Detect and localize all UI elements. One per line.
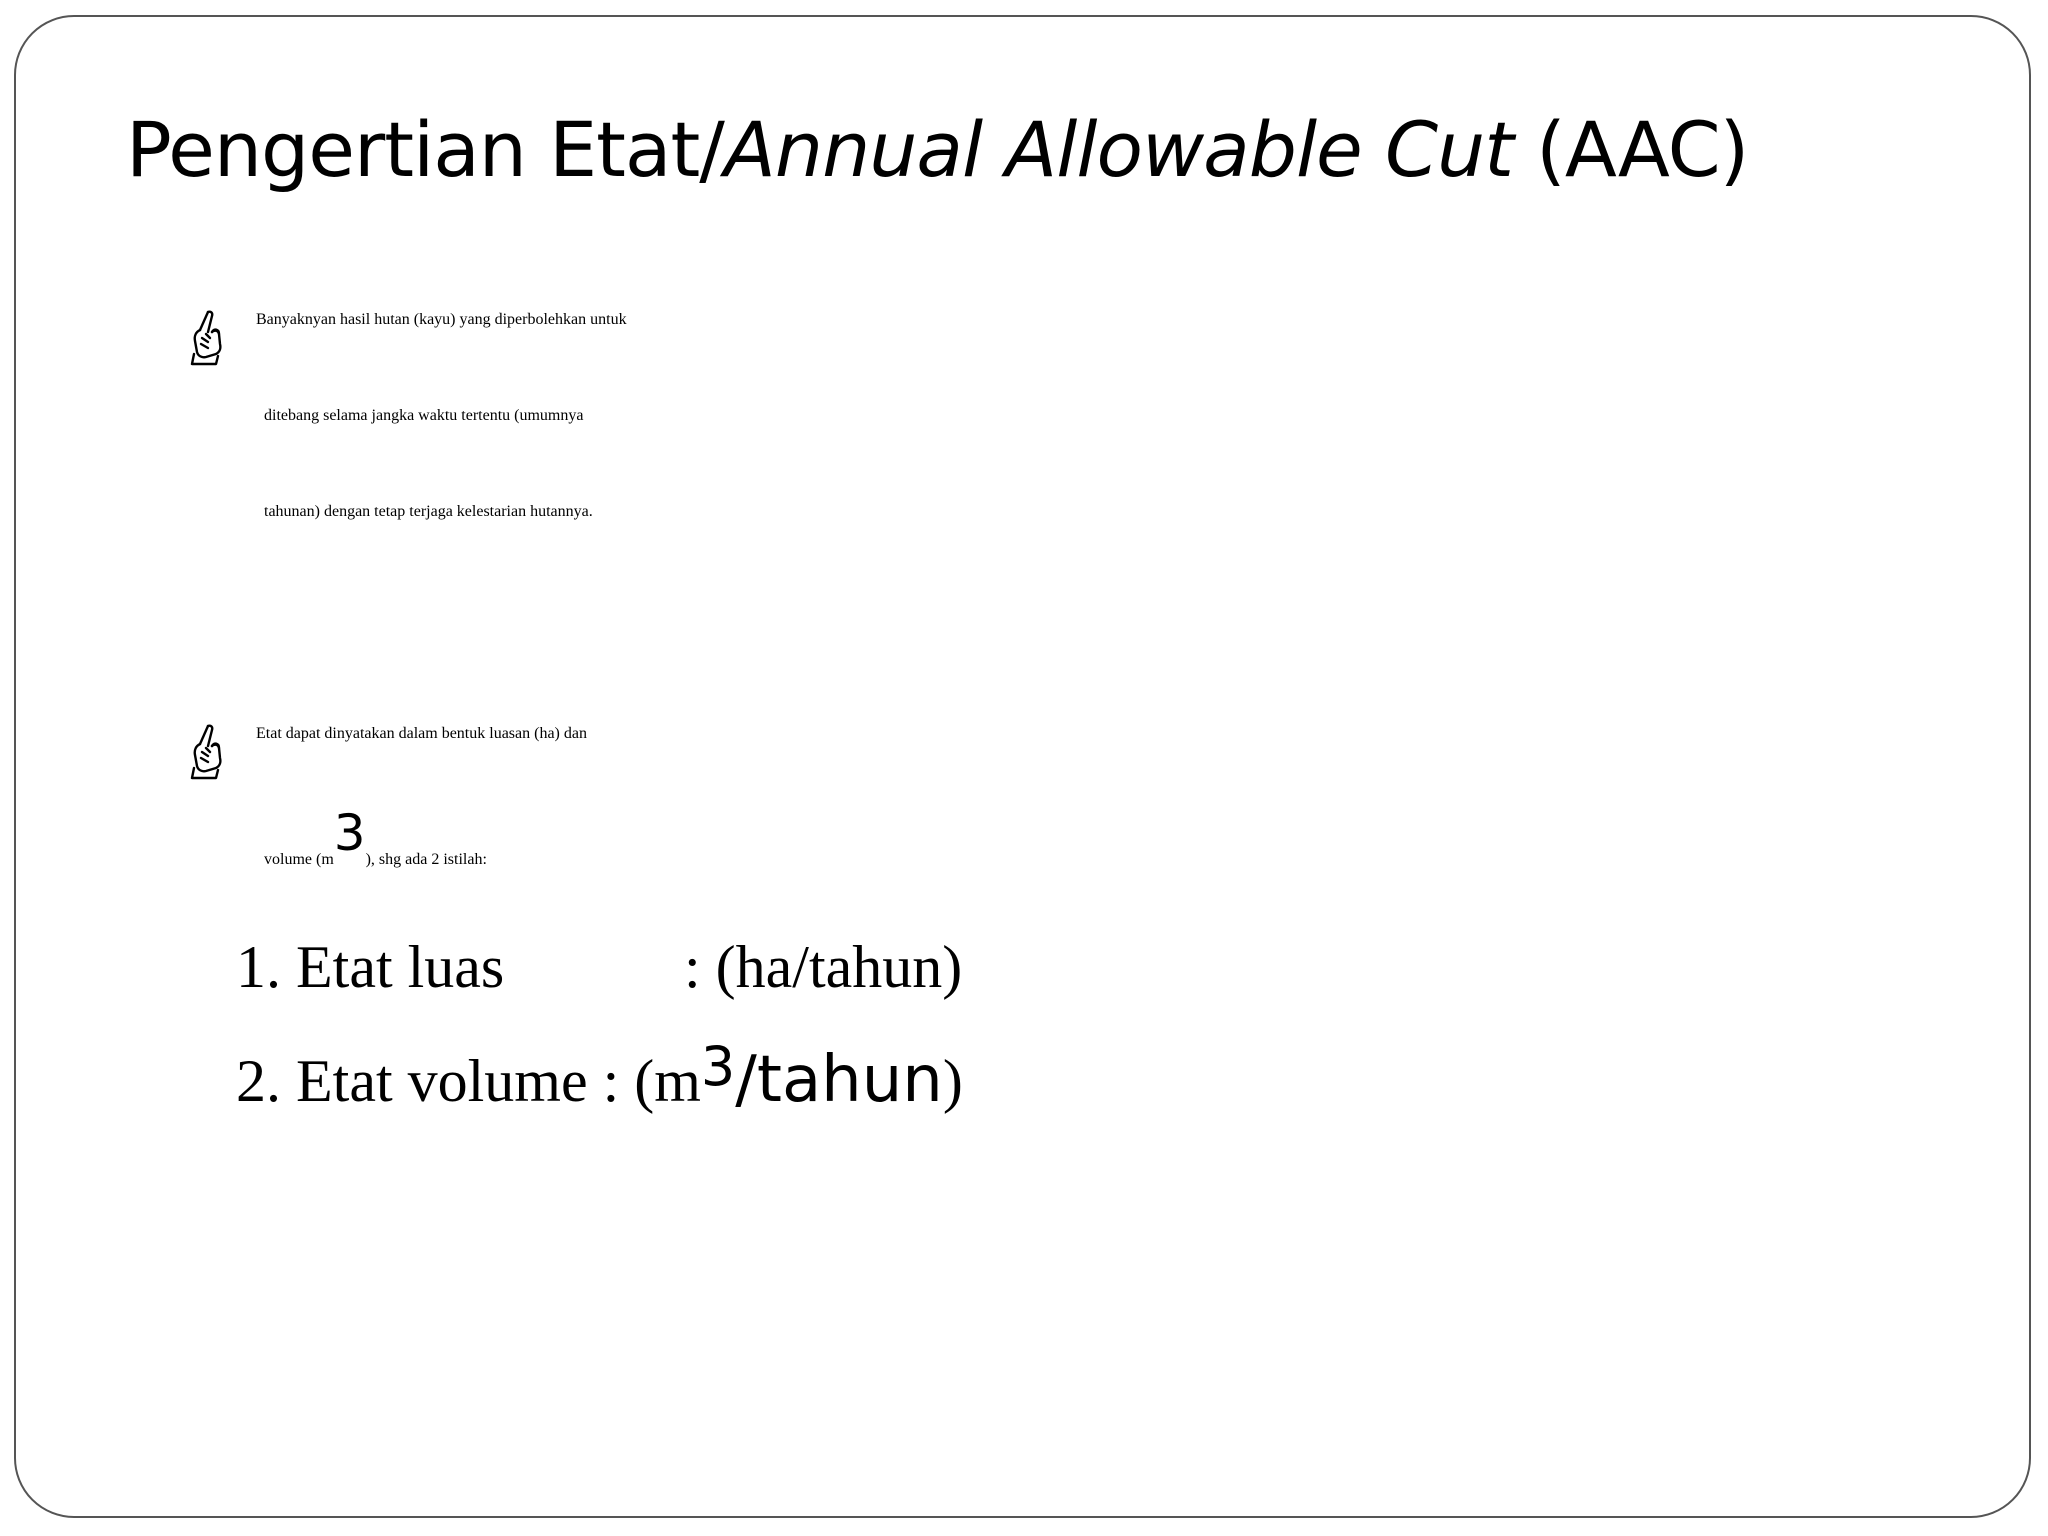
bullet-1-line-2: ditebang selama jangka waktu tertentu (umumnya [264, 407, 584, 424]
list-item-1-label: Etat luas [296, 934, 505, 1000]
title-part2-italic: Annual Allowable Cut [723, 105, 1514, 194]
list-item-2-number: 2. [236, 1048, 281, 1114]
bullet-2-line-2-before: volume (m [264, 851, 334, 868]
slide-title [126, 105, 1749, 194]
list-item-1-value: : (ha/tahun) [684, 934, 963, 1000]
bullet-2-line-2-after: ), shg ada 2 istilah: [365, 851, 487, 868]
list-item-2-unit: /tahun [735, 1043, 943, 1117]
list-item-2-label: Etat volume [296, 1048, 588, 1114]
bullet-1-line-1: Banyaknyan hasil hutan (kayu) yang diperbolehkan untuk [256, 311, 627, 328]
title-part3: (AAC) [1513, 105, 1749, 194]
list-item-1 [236, 934, 505, 1000]
bullet-2-line-2 [264, 804, 487, 872]
superscript-3: 3 [333, 804, 366, 862]
bullet-2-line-1: Etat dapat dinyatakan dalam bentuk luasan (ha) dan [256, 725, 587, 742]
slide-frame [14, 15, 2031, 1518]
superscript-3: 3 [700, 1035, 736, 1098]
list-item-2 [236, 1035, 963, 1117]
bullet-1-line-3: tahunan) dengan tetap terjaga kelestarian hutannya. [264, 503, 593, 520]
title-part1: Pengertian Etat/ [126, 105, 724, 194]
pointing-hand-icon [186, 308, 230, 366]
list-item-2-value-after: ) [942, 1048, 963, 1114]
pointing-hand-icon [186, 722, 230, 780]
list-item-1-number: 1. [236, 934, 281, 1000]
list-item-2-value-before: : (m [587, 1048, 701, 1114]
